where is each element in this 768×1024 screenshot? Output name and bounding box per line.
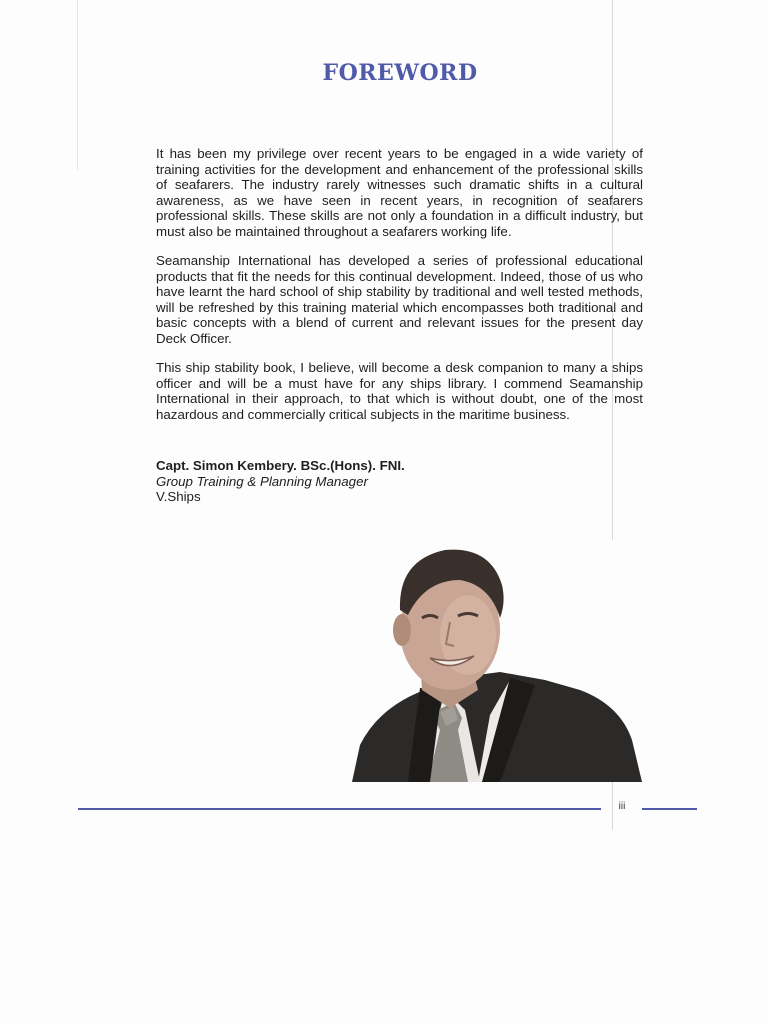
signature-block: [156, 458, 516, 505]
signature-name: Capt. Simon Kembery. BSc.(Hons). FNI.: [156, 458, 405, 473]
paragraph: This ship stability book, I believe, will become a desk companion to many a ships officer and will be a must have for any ships library. I commend Seamanship International in their approach, to that which is without doubt, one of the most hazardous and commercially critical subjects in the maritime business.: [156, 360, 643, 422]
paragraph: It has been my privilege over recent years to be engaged in a wide variety of training activities for the development and enhancement of the professional skills of seafarers. The industry rarely witnesses such dramatic shifts in a cultural awareness, as we have seen in recent years, in recognition of seafarers professional skills. These skills are not only a foundation in a difficult industry, but must also be maintained throughout a seafarers working life.: [156, 146, 643, 239]
footer-rule-right: [642, 808, 697, 810]
page-number: iii: [618, 801, 626, 812]
signature-organization: V.Ships: [156, 489, 201, 504]
footer-rule-left: [78, 808, 601, 810]
foreword-body: [156, 146, 643, 436]
page-title: FOREWORD: [322, 60, 478, 86]
paragraph: Seamanship International has developed a series of professional educational products that fit the needs for this continual development. Indeed, those of us who have learnt the hard school of ship stability by traditional and well tested methods, will be refreshed by this training material which encompasses both traditional and basic concepts with a blend of current and relevant issues for the present day Deck Officer.: [156, 253, 643, 346]
author-photo: [350, 540, 642, 782]
signature-position: Group Training & Planning Manager: [156, 473, 368, 489]
